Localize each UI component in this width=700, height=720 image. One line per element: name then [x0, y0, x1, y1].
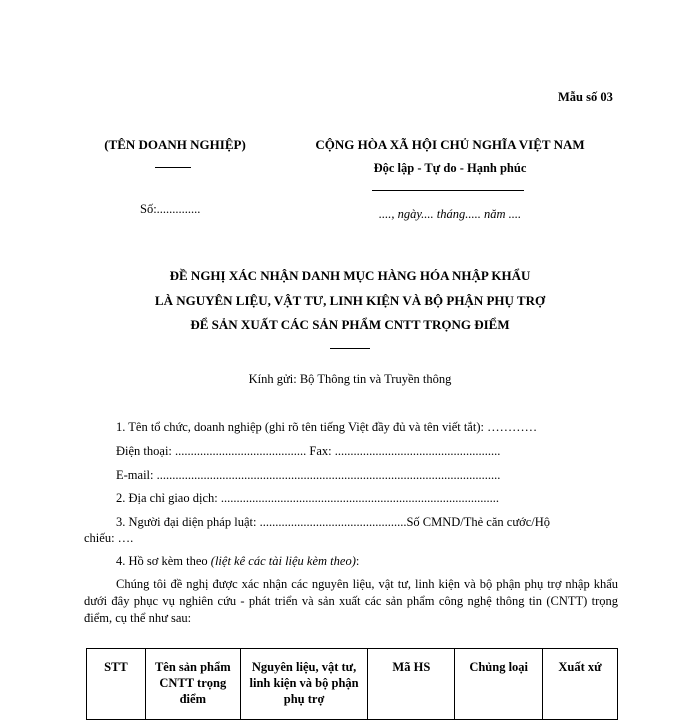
col-header-hs-code: Mã HS: [368, 649, 455, 720]
col-header-type: Chủng loại: [455, 649, 543, 720]
title-divider: [330, 348, 370, 349]
place-date: ...., ngày.... tháng..... năm ....: [378, 207, 522, 221]
document-number: Số:..............: [140, 202, 201, 216]
legal-representative-field: 3. Người đại diện pháp luật: ...............................................Số CMND/Thẻ căn cước/Hộ: [116, 515, 551, 529]
attached-documents-hint: (liệt kê các tài liệu kèm theo): [210, 554, 356, 568]
email-field: E-mail: ..............................................................................................................: [116, 468, 501, 482]
col-header-product: Tên sản phẩm CNTT trọng điểm: [145, 649, 240, 720]
national-motto: Độc lập - Tự do - Hạnh phúc: [373, 161, 527, 175]
address-field: 2. Địa chỉ giao dịch: .........................................................................................: [116, 491, 499, 505]
attached-documents-colon: :: [355, 554, 360, 568]
col-header-origin: Xuất xứ: [543, 649, 618, 720]
org-name: (TÊN DOANH NGHIỆP): [104, 137, 246, 152]
org-name-field: 1. Tên tổ chức, doanh nghiệp (ghi rõ tên tiếng Việt đầy đủ và tên viết tắt): …………: [116, 420, 538, 434]
recipient: Kính gửi: Bộ Thông tin và Truyền thông: [248, 372, 452, 386]
nation-title: CỘNG HÒA XÃ HỘI CHỦ NGHĨA VIỆT NAM: [315, 137, 585, 152]
col-header-materials: Nguyên liệu, vật tư, linh kiện và bộ phận phụ trợ: [240, 649, 368, 720]
document-title-line-3: ĐỂ SẢN XUẤT CÁC SẢN PHẨM CNTT TRỌNG ĐIỂM: [190, 317, 510, 332]
phone-fax-field: Điện thoại: .......................................... Fax: .....................................................: [116, 444, 501, 458]
document-title-line-1: ĐỀ NGHỊ XÁC NHẬN DANH MỤC HÀNG HÓA NHẬP KHẨU: [169, 268, 531, 283]
attached-documents-field: [116, 554, 359, 569]
legal-representative-field-cont: chiếu: ….: [84, 531, 134, 545]
form-number: Mẫu số 03: [558, 90, 613, 104]
document-title-line-2: LÀ NGUYÊN LIỆU, VẬT TƯ, LINH KIỆN VÀ BỘ PHẬN PHỤ TRỢ: [154, 293, 546, 308]
motto-divider: [372, 190, 524, 191]
goods-table: [86, 648, 618, 720]
org-divider: [155, 167, 191, 168]
col-header-stt: STT: [87, 649, 146, 720]
attached-documents-label: 4. Hồ sơ kèm theo: [116, 554, 211, 568]
request-paragraph: Chúng tôi đề nghị được xác nhận các nguyên liệu, vật tư, linh kiện và bộ phận phụ trợ nhập khẩu dưới đây phục vụ nghiên cứu - phát triển và sản xuất các sản phẩm công nghệ thông tin (CNTT) trọng điểm, cụ thể như sau:: [84, 577, 618, 625]
goods-table-header-row: [87, 649, 618, 720]
